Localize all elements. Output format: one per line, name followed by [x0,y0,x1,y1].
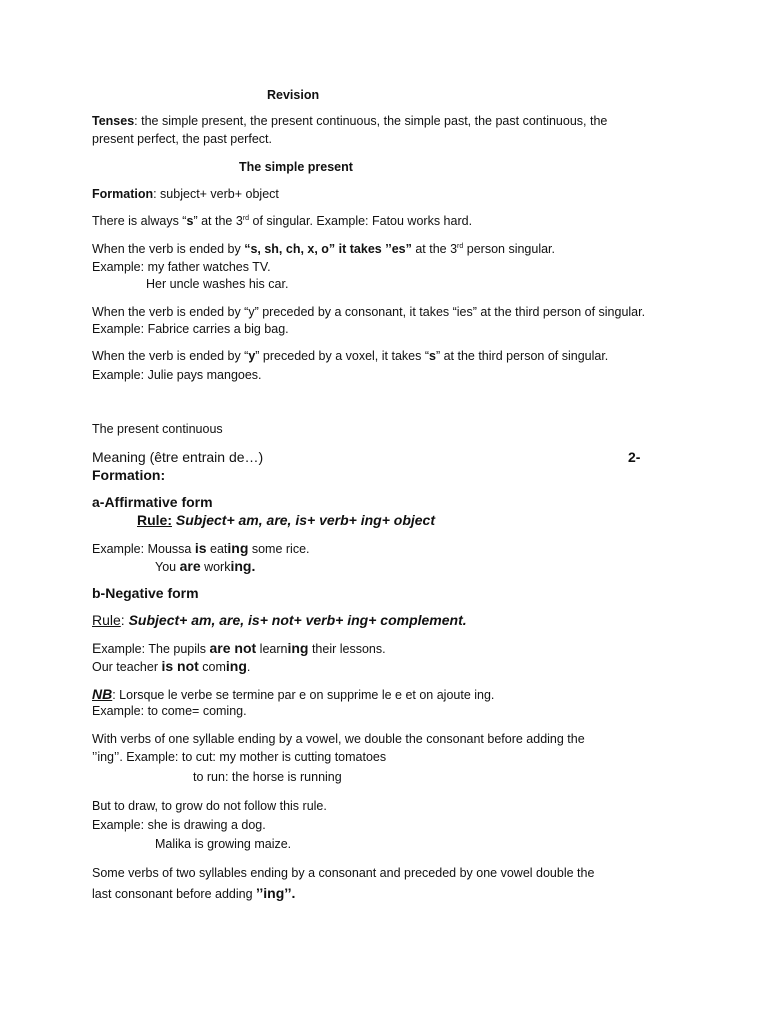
neg-ex2-c: com [198,660,226,674]
always-s-line [92,214,472,229]
y-text-c: ” preceded by a voxel, it takes “ [255,349,429,363]
always-text-a: There is always “ [92,214,187,228]
affirmative-rule-label: Rule: [137,512,172,528]
double-rule-line-1: With verbs of one syllable ending by a vowel, we double the consonant before adding the [92,732,585,746]
nb-label: NB [92,686,113,702]
exception-line-1: But to draw, to grow do not follow this rule. [92,799,327,813]
neg-ex1-f: their lessons. [308,642,386,656]
neg-ex1-b: xample: The pupils [101,642,210,656]
y-letter: y [248,349,256,363]
y-text-a: When the verb is ended by “ [92,349,249,363]
negative-rule-colon: : [120,612,129,628]
aff-ex1-e: some rice. [248,542,310,556]
es-example-1: Example: my father watches TV. [92,260,271,274]
affirmative-example-1 [92,540,310,557]
aff-ex2-a: You [155,560,180,574]
double-rule-line-3: to run: the horse is running [193,770,342,784]
neg-ex1-c: are not [209,640,257,656]
always-text-c: of singular. Example: Fatou works hard. [249,214,473,228]
negative-example-2 [92,658,250,675]
nb-text: : Lorsque le verbe se termine par e on supprime le e et on ajoute ing. [112,688,495,702]
formation-line [92,187,279,202]
nb-example: Example: to come= coming. [92,704,247,718]
exception-line-2: Example: she is drawing a dog. [92,818,266,832]
neg-ex1-d: learn [256,642,288,656]
aff-ex1-b: is [194,540,207,556]
es-endings: “s, sh, ch, x, o” it takes ’’es” [244,242,412,256]
aff-ex2-b: are [179,558,201,574]
affirmative-rule [137,512,435,529]
negative-example-1 [92,640,386,657]
affirmative-heading: a-Affirmative form [92,494,213,510]
neg-ex1-e: ing [287,640,309,656]
es-text-a: When the verb is ended by [92,242,245,256]
two-syllable-ing: ’’ing’’. [256,885,296,901]
negative-rule [92,612,467,629]
page-title: Revision [267,88,320,102]
negative-heading: b-Negative form [92,585,199,601]
aff-ex2-c: work [200,560,231,574]
formation-heading: Formation: [92,467,166,483]
neg-ex2-e: . [246,660,251,674]
two-syllable-line-2 [92,885,295,902]
affirmative-rule-text: Subject+ am, are, is+ verb+ ing+ object [172,512,435,528]
y-text-e: ” at the third person of singular. [435,349,609,363]
nb-line [92,686,494,703]
meaning-line: Meaning (être entrain de…) [92,449,264,465]
simple-present-heading: The simple present [239,160,353,174]
ies-example: Example: Fabrice carries a big bag. [92,322,289,336]
neg-ex2-d: ing [225,658,247,674]
two-syllable-line-1: Some verbs of two syllables ending by a consonant and preceded by one vowel double the [92,866,595,880]
two-syllable-text: last consonant before adding [92,887,257,901]
tenses-line-2: present perfect, the past perfect. [92,132,272,146]
aff-ex1-a: Example: Moussa [92,542,195,556]
y-rule-line [92,349,608,364]
y-s-letter: s [429,349,436,363]
es-rule-line [92,242,555,257]
negative-rule-text: Subject+ am, are, is+ not+ verb+ ing+ complement. [128,612,467,628]
es-sup: rd [457,242,464,250]
always-s: s [186,214,194,228]
aff-ex2-d: ing. [230,558,256,574]
ies-rule-line: When the verb is ended by “y” preceded by a consonant, it takes “ies” at the third person of singular. [92,305,646,319]
tenses-line-1 [92,114,607,129]
es-example-2: Her uncle washes his car. [146,277,289,291]
section-number: 2- [628,449,641,465]
y-example: Example: Julie pays mangoes. [92,368,262,382]
tenses-label: Tenses [92,114,135,128]
neg-ex1-a: E [92,640,102,656]
aff-ex1-d: ing [227,540,249,556]
es-text-c: at the 3 [411,242,458,256]
tenses-text-1: : the simple present, the present continuous, the simple past, the past continuous, the [134,114,608,128]
always-text-b: ” at the 3 [193,214,243,228]
es-text-d: person singular. [463,242,556,256]
aff-ex1-c: eat [206,542,228,556]
exception-line-3: Malika is growing maize. [155,837,292,851]
neg-ex2-b: is not [161,658,199,674]
affirmative-example-2 [155,558,255,575]
double-rule-line-2: ’’ing’’. Example: to cut: my mother is cutting tomatoes [92,750,387,764]
neg-ex2-a: Our teacher [92,660,162,674]
present-continuous-heading: The present continuous [92,422,223,436]
always-sup: rd [242,214,250,222]
negative-rule-label: Rule [92,612,121,628]
formation-text: : subject+ verb+ object [153,187,279,201]
formation-label: Formation [92,187,154,201]
